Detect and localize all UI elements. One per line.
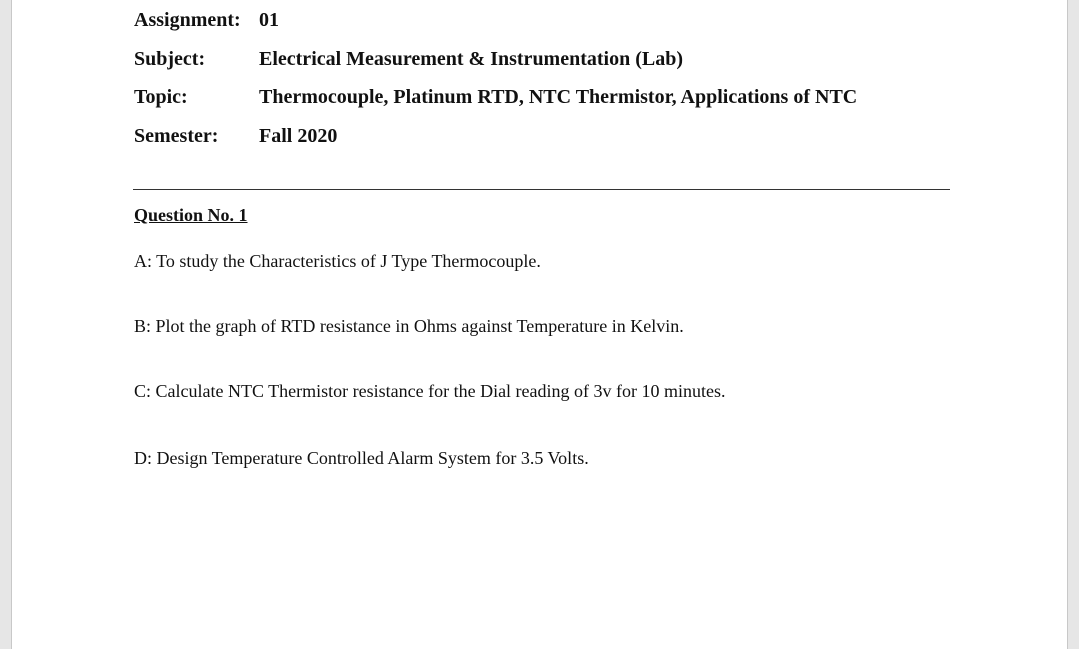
topic-value: Thermocouple, Platinum RTD, NTC Thermistor, Applications of NTC	[259, 86, 858, 108]
semester-label: Semester:	[134, 125, 219, 147]
subject-label: Subject:	[134, 48, 206, 70]
semester-row	[134, 124, 337, 148]
document-page	[11, 0, 1068, 649]
assignment-label: Assignment:	[134, 9, 241, 31]
subject-value: Electrical Measurement & Instrumentation (Lab)	[259, 48, 684, 70]
question-title: Question No. 1	[134, 205, 248, 225]
assignment-value: 01	[259, 9, 279, 31]
assignment-row	[134, 8, 279, 32]
question-item-d: D: Design Temperature Controlled Alarm System for 3.5 Volts.	[134, 448, 589, 468]
section-divider	[133, 189, 950, 190]
subject-row	[134, 47, 683, 71]
question-item-c: C: Calculate NTC Thermistor resistance for the Dial reading of 3v for 10 minutes.	[134, 381, 726, 401]
question-item-b: B: Plot the graph of RTD resistance in Ohms against Temperature in Kelvin.	[134, 316, 684, 336]
question-item-a: A: To study the Characteristics of J Type Thermocouple.	[134, 251, 541, 271]
topic-label: Topic:	[134, 86, 188, 108]
topic-row	[134, 85, 857, 109]
semester-value: Fall 2020	[259, 125, 338, 147]
